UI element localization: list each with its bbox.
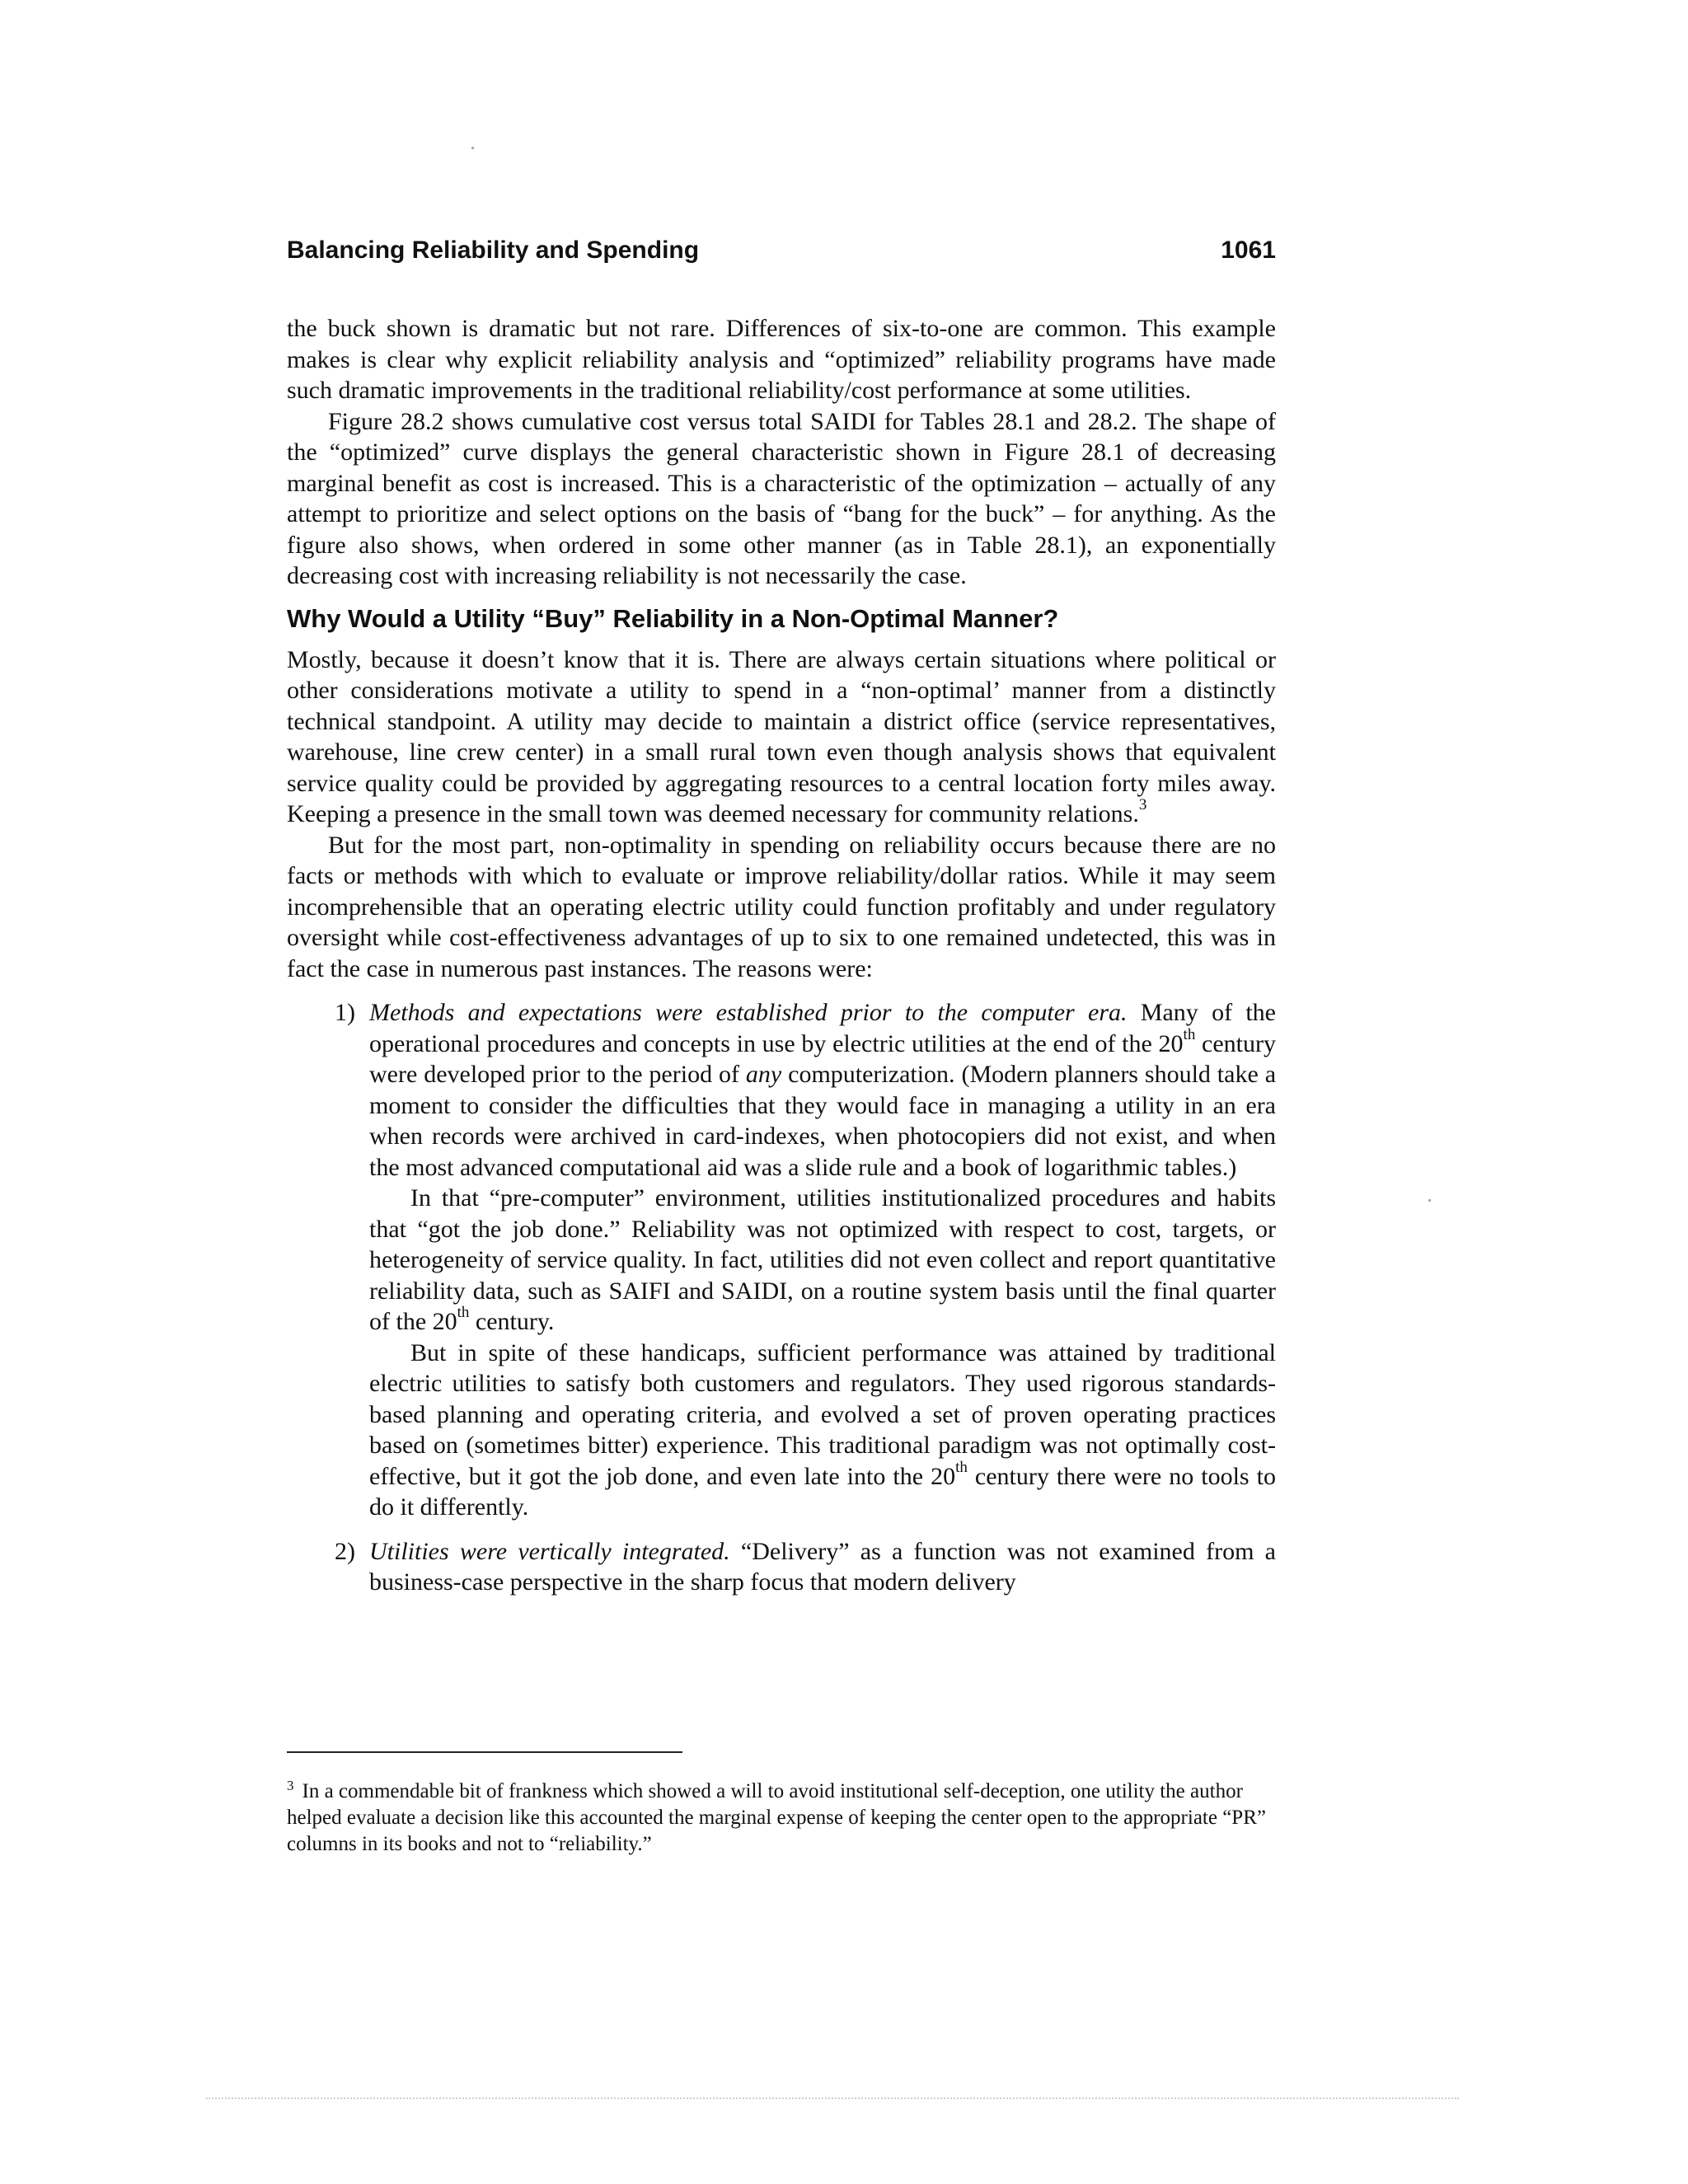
list-paragraph bbox=[369, 1338, 1276, 1523]
list-lead: Utilities were vertically integrated. bbox=[369, 1537, 730, 1565]
footnote-ref: 3 bbox=[1138, 796, 1147, 813]
list-text: century were developed prior to the period of bbox=[369, 1029, 1276, 1088]
superscript: th bbox=[457, 1304, 470, 1321]
list-paragraph bbox=[369, 997, 1276, 1183]
paragraph-text: Mostly, because it doesn’t know that it is. There are always certain situations where political or other considerations motivate a utility to spend in a “non-optimal’ manner from a distinctly technical standpoint. A utility may decide to maintain a district office (service representatives, warehouse, line crew center) in a small rural town even though analysis shows that equivalent service quality could be provided by aggregating resources to a central location forty miles away. Keeping a presence in the small town was deemed necessary for community relations. bbox=[287, 645, 1276, 827]
paragraph: But for the most part, non-optimality in spending on reliability occurs because there are no facts or methods with which to evaluate or improve reliability/dollar ratios. While it may seem incomprehensible that an operating electric utility could function profitably and under regulatory oversight while cost-effectiveness advantages of up to six to one remained undetected, this was in fact the case in numerous past instances. The reasons were: bbox=[287, 831, 1276, 982]
footnote bbox=[287, 1779, 1276, 1858]
list-item bbox=[287, 1536, 1276, 1598]
section-heading: Why Would a Utility “Buy” Reliability in a Non-Optimal Manner? bbox=[287, 603, 1059, 633]
footnote-text: In a commendable bit of frankness which showed a will to avoid institutional self-deception, one utility the author helped evaluate a decision like this accounted the marginal expense of keeping the center open to the appropriate “PR” columns in its books and not to “reliability.” bbox=[287, 1780, 1266, 1855]
list-text: century there were no tools to do it differently. bbox=[369, 1462, 1276, 1521]
main-text bbox=[287, 313, 1276, 1598]
chapter-title: Balancing Reliability and Spending bbox=[287, 237, 700, 264]
list-text: computerization. (Modern planners should take a moment to consider the difficulties that they would face in managing a utility in an era when records were archived in card-indexes, when photocopiers did not exist, and when the most advanced computational aid was a slide rule and a book of logarithmic tables.) bbox=[369, 1061, 1277, 1181]
footnote-mark: 3 bbox=[287, 1777, 294, 1793]
scan-artifact-line bbox=[206, 2097, 1459, 2099]
page-number: 1061 bbox=[1221, 237, 1276, 264]
emphasis: any bbox=[745, 1061, 782, 1088]
scan-speck bbox=[471, 147, 474, 149]
list-item bbox=[287, 997, 1276, 1523]
list-text: But in spite of these handicaps, sufficient performance was attained by traditional electric utilities to satisfy both customers and regulators. They used rigorous standards-based planning and operating criteria, and evolved a set of proven operating practices based on (sometimes bitter) experience. This traditional paradigm was not optimally cost-effective, but it got the job done, and even late into the 20 bbox=[369, 1338, 1276, 1490]
paragraph: the buck shown is dramatic but not rare. Differences of six-to-one are common. This example makes is clear why explicit reliability analysis and “optimized” reliability programs have made such dramatic improvements in the traditional reliability/cost performance at some utilities. bbox=[287, 315, 1276, 404]
list-paragraph bbox=[369, 1536, 1276, 1598]
list-text: Many of the operational procedures and concepts in use by electric utilities at the end of the 20 bbox=[369, 999, 1276, 1057]
superscript: th bbox=[1183, 1025, 1196, 1043]
list-paragraph bbox=[369, 1183, 1276, 1338]
reasons-list bbox=[287, 997, 1276, 1598]
list-lead: Methods and expectations were established prior to the computer era. bbox=[369, 999, 1128, 1026]
scan-speck bbox=[1428, 1199, 1431, 1202]
paragraph bbox=[287, 644, 1276, 830]
superscript: th bbox=[955, 1458, 968, 1476]
list-text: In that “pre-computer” environment, utilities institutionalized procedures and habits that “got the job done.” Reliability was not optimized with respect to cost, targets, or heterogeneity of service quality. In fact, utilities did not even collect and report quantitative reliability data, such as SAIFI and SAIDI, on a routine system basis until the final quarter of the 20 bbox=[369, 1184, 1276, 1335]
list-number: 2) bbox=[335, 1537, 355, 1565]
footnote-rule bbox=[287, 1751, 682, 1753]
list-number: 1) bbox=[335, 999, 355, 1026]
running-header bbox=[287, 237, 1276, 273]
paragraph: Figure 28.2 shows cumulative cost versus total SAIDI for Tables 28.1 and 28.2. The shape of the “optimized” curve displays the general characteristic shown in Figure 28.1 of decreasing marginal benefit as cost is increased. This is a characteristic of the optimization – actually of any attempt to prioritize and select options on the basis of “bang for the buck” – for anything. As the figure also shows, when ordered in some other manner (as in Table 28.1), an exponentially decreasing cost with increasing reliability is not necessarily the case. bbox=[287, 407, 1276, 589]
list-text: “Delivery” as a function was not examined from a business-case perspective in the sharp focus that modern delivery bbox=[369, 1537, 1276, 1596]
list-text: century. bbox=[469, 1308, 555, 1335]
